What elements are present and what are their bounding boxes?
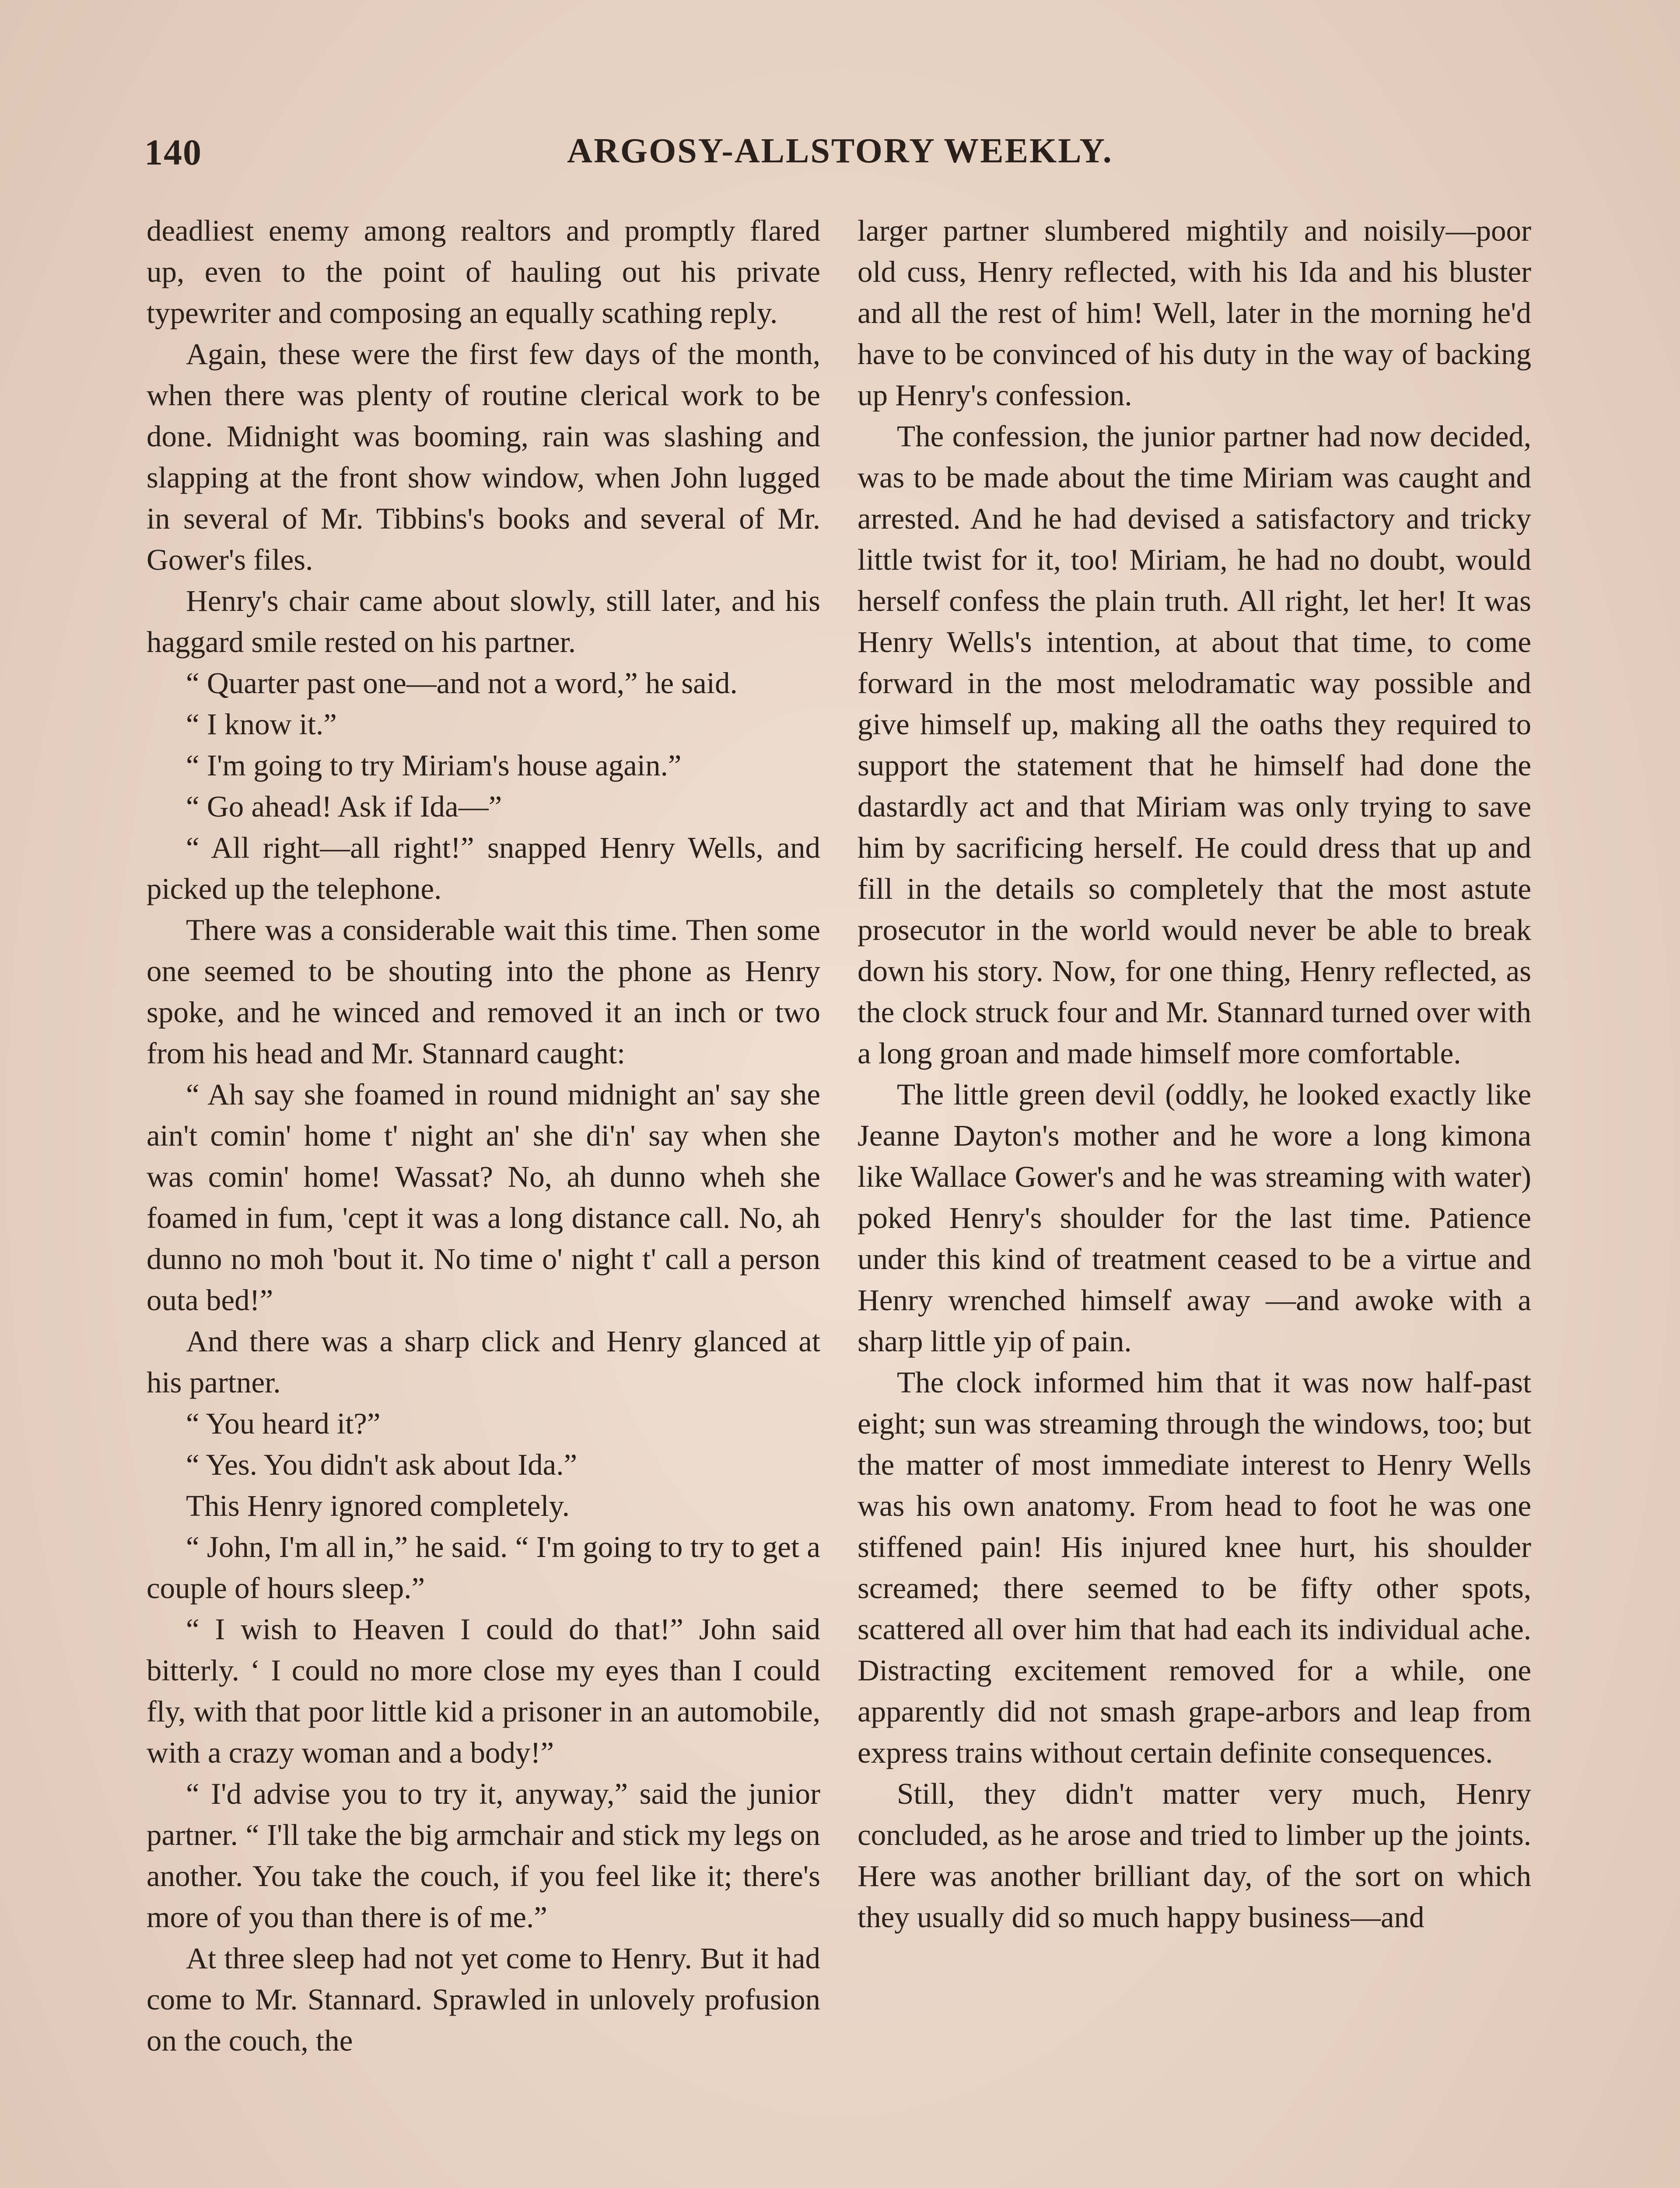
paragraph: Again, these were the first few days of the month, when there was plenty of routine clerical work to be done. Midnight was booming, rain was slashing and slapping at the front show window, when John lugged in several of Mr. Tibbins's books and several of Mr. Gower's files. <box>147 337 820 576</box>
paragraph: “ Quarter past one—and not a word,” he said. <box>186 666 738 700</box>
paragraph: larger partner slumbered mightily and noisily—poor old cuss, Henry reflected, with his Ida and his bluster and all the rest of him! Well, later in the morning he'd have to be convinced of his duty in the way of backing up Henry's confession. <box>858 214 1531 412</box>
paragraph: Henry's chair came about slowly, still later, and his haggard smile rested on his partner. <box>147 584 820 659</box>
paragraph: “ Go ahead! Ask if Ida—” <box>186 790 502 823</box>
paragraph: “ I'm going to try Miriam's house again.” <box>186 749 682 782</box>
paragraph: This Henry ignored completely. <box>186 1489 570 1522</box>
paragraph: “ I wish to Heaven I could do that!” John said bitterly. ‘ I could no more close my eyes than I could fly, with that poor little kid a prisoner in an automobile, with a crazy woman and a body!” <box>147 1613 820 1769</box>
right-column <box>858 210 1531 2188</box>
page-header <box>144 131 1536 184</box>
paragraph: There was a considerable wait this time. Then some one seemed to be shouting into the phone as Henry spoke, and he winced and removed it an inch or two from his head and Mr. Stannard caught: <box>147 913 820 1070</box>
paragraph: The little green devil (oddly, he looked exactly like Jeanne Dayton's mother and he wore a long kimona like Wallace Gower's and he was streaming with water) poked Henry's shoulder for the last time. Patience under this kind of treatment ceased to be a virtue and Henry wrenched himself away —and awoke with a sharp little yip of pain. <box>858 1078 1531 1358</box>
paragraph: “ John, I'm all in,” he said. “ I'm going to try to get a couple of hours sleep.” <box>147 1530 820 1605</box>
paragraph: “ You heard it?” <box>186 1407 381 1440</box>
paragraph: “ I know it.” <box>186 708 337 741</box>
paragraph: “ I'd advise you to try it, anyway,” said the junior partner. “ I'll take the big armchair and stick my legs on another. You take the couch, if you feel like it; there's more of you than there is of me.” <box>147 1777 820 1934</box>
paragraph: “ All right—all right!” snapped Henry Wells, and picked up the telephone. <box>147 831 820 905</box>
paragraph: deadliest enemy among realtors and promptly flared up, even to the point of hauling out his private typewriter and composing an equally scathing reply. <box>147 214 820 330</box>
paragraph: “ Yes. You didn't ask about Ida.” <box>186 1448 578 1481</box>
paragraph: At three sleep had not yet come to Henry. But it had come to Mr. Stannard. Sprawled in unlovely profusion on the couch, the <box>147 1942 820 2057</box>
paragraph: Still, they didn't matter very much, Henry concluded, as he arose and tried to limber up the joints. Here was another brilliant day, of the sort on which they usually did so much happy business—and <box>858 1777 1531 1934</box>
paragraph: And there was a sharp click and Henry glanced at his partner. <box>147 1325 820 1399</box>
paragraph: The confession, the junior partner had now decided, was to be made about the time Miriam was caught and arrested. And he had devised a satisfactory and tricky little twist for it, too! Miriam, he had no doubt, would herself confess the plain truth. All right, let her! It was Henry Wells's intention, at about that time, to come forward in the most melodramatic way possible and give himself up, making all the oaths they required to support the statement that he himself had done the dastardly act and that Miriam was only trying to save him by sacrificing herself. He could dress that up and fill in the details so completely that the most astute prosecutor in the world would never be able to break down his story. Now, for one thing, Henry reflected, as the clock struck four and Mr. Stannard turned over with a long groan and made himself more comfortable. <box>858 420 1531 1070</box>
left-column <box>147 210 820 2188</box>
running-title: ARGOSY-ALLSTORY WEEKLY. <box>567 132 1113 170</box>
page-number: 140 <box>144 132 202 173</box>
paragraph: “ Ah say she foamed in round midnight an' say she ain't comin' home t' night an' she di'n' say when she was comin' home! Wassat? No, ah dunno wheh she foamed in fum, 'cept it was a long distance call. No, ah dunno no moh 'bout it. No time o' night t' call a person outa bed!” <box>147 1078 820 1317</box>
paragraph: The clock informed him that it was now half-past eight; sun was streaming through the windows, too; but the matter of most immediate interest to Henry Wells was his own anatomy. From head to foot he was one stiffened pain! His injured knee hurt, his shoulder screamed; there seemed to be fifty other spots, scattered all over him that had each its individual ache. Distracting excitement removed for a while, one apparently did not smash grape-arbors and leap from express trains without certain definite consequences. <box>858 1366 1531 1769</box>
